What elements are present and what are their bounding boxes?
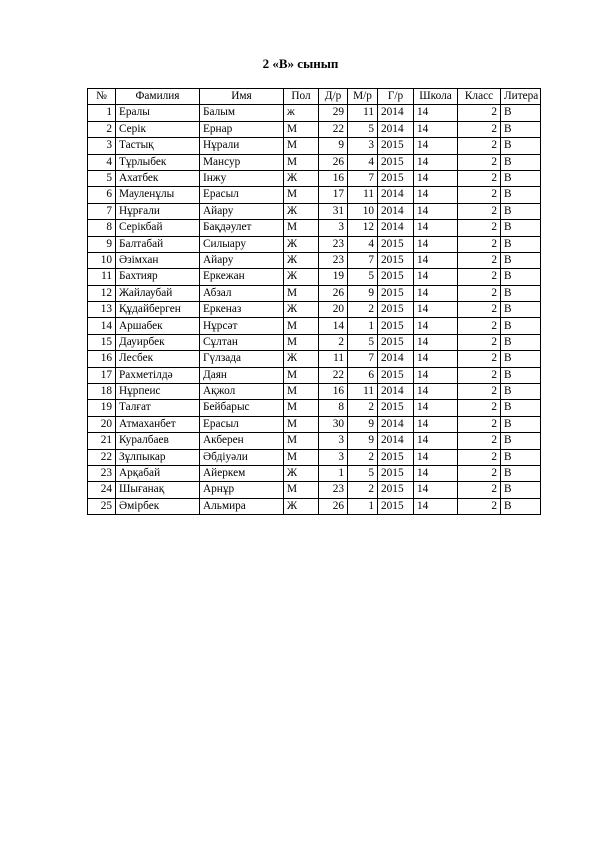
cell-surname: Жайлаубай xyxy=(116,285,200,301)
cell-birth-day: 30 xyxy=(319,416,348,432)
cell-name: Гүлзада xyxy=(200,351,284,367)
cell-birth-day: 3 xyxy=(319,449,348,465)
cell-school: 14 xyxy=(414,334,458,350)
cell-birth-day: 26 xyxy=(319,154,348,170)
cell-class: 2 xyxy=(458,170,501,186)
cell-birth-day: 14 xyxy=(319,318,348,334)
cell-letter: В xyxy=(501,367,541,383)
cell-gender: ж xyxy=(284,105,319,121)
cell-birth-month: 2 xyxy=(348,302,378,318)
cell-letter: В xyxy=(501,138,541,154)
cell-surname: Мауленұлы xyxy=(116,187,200,203)
cell-birth-day: 11 xyxy=(319,351,348,367)
cell-name: Еркеназ xyxy=(200,302,284,318)
cell-birth-day: 9 xyxy=(319,138,348,154)
cell-letter: В xyxy=(501,105,541,121)
cell-name: Ерасыл xyxy=(200,187,284,203)
table-row xyxy=(88,302,541,318)
cell-birth-day: 23 xyxy=(319,252,348,268)
cell-school: 14 xyxy=(414,400,458,416)
cell-surname: Балтабай xyxy=(116,236,200,252)
cell-birth-month: 9 xyxy=(348,285,378,301)
cell-school: 14 xyxy=(414,482,458,498)
header-letter: Литера xyxy=(501,89,541,105)
cell-birth-year: 2015 xyxy=(378,367,414,383)
cell-birth-year: 2015 xyxy=(378,269,414,285)
table-row xyxy=(88,105,541,121)
cell-birth-month: 4 xyxy=(348,154,378,170)
cell-number: 11 xyxy=(88,269,116,285)
header-number: № xyxy=(88,89,116,105)
cell-school: 14 xyxy=(414,433,458,449)
cell-letter: В xyxy=(501,433,541,449)
cell-class: 2 xyxy=(458,138,501,154)
cell-name: Айеркем xyxy=(200,465,284,481)
cell-birth-day: 3 xyxy=(319,220,348,236)
cell-birth-day: 29 xyxy=(319,105,348,121)
cell-surname: Атмаханбет xyxy=(116,416,200,432)
cell-school: 14 xyxy=(414,187,458,203)
header-birth-day: Д/р xyxy=(319,89,348,105)
cell-birth-year: 2014 xyxy=(378,203,414,219)
cell-birth-month: 10 xyxy=(348,203,378,219)
cell-number: 13 xyxy=(88,302,116,318)
cell-gender: Ж xyxy=(284,252,319,268)
cell-letter: В xyxy=(501,318,541,334)
cell-birth-day: 20 xyxy=(319,302,348,318)
cell-birth-month: 11 xyxy=(348,384,378,400)
table-row xyxy=(88,433,541,449)
cell-birth-month: 12 xyxy=(348,220,378,236)
cell-gender: Ж xyxy=(284,302,319,318)
cell-birth-day: 23 xyxy=(319,236,348,252)
table-row xyxy=(88,138,541,154)
cell-school: 14 xyxy=(414,203,458,219)
cell-birth-month: 9 xyxy=(348,416,378,432)
cell-school: 14 xyxy=(414,318,458,334)
cell-surname: Дауирбек xyxy=(116,334,200,350)
cell-letter: В xyxy=(501,400,541,416)
cell-birth-day: 3 xyxy=(319,433,348,449)
cell-gender: Ж xyxy=(284,465,319,481)
cell-class: 2 xyxy=(458,154,501,170)
cell-number: 20 xyxy=(88,416,116,432)
table-row xyxy=(88,121,541,137)
cell-number: 1 xyxy=(88,105,116,121)
cell-gender: М xyxy=(284,449,319,465)
cell-number: 16 xyxy=(88,351,116,367)
cell-class: 2 xyxy=(458,400,501,416)
cell-name: Даян xyxy=(200,367,284,383)
cell-school: 14 xyxy=(414,351,458,367)
cell-birth-day: 1 xyxy=(319,465,348,481)
cell-number: 3 xyxy=(88,138,116,154)
cell-birth-month: 7 xyxy=(348,170,378,186)
cell-birth-year: 2015 xyxy=(378,482,414,498)
cell-gender: Ж xyxy=(284,498,319,514)
cell-letter: В xyxy=(501,285,541,301)
cell-surname: Серікбай xyxy=(116,220,200,236)
cell-birth-year: 2015 xyxy=(378,236,414,252)
cell-birth-year: 2015 xyxy=(378,138,414,154)
cell-birth-year: 2014 xyxy=(378,433,414,449)
cell-name: Айару xyxy=(200,203,284,219)
cell-school: 14 xyxy=(414,449,458,465)
cell-surname: Ералы xyxy=(116,105,200,121)
table-row xyxy=(88,252,541,268)
cell-birth-month: 2 xyxy=(348,400,378,416)
cell-gender: М xyxy=(284,367,319,383)
cell-number: 17 xyxy=(88,367,116,383)
cell-birth-month: 2 xyxy=(348,449,378,465)
table-row xyxy=(88,498,541,514)
cell-name: Ақжол xyxy=(200,384,284,400)
cell-birth-year: 2015 xyxy=(378,449,414,465)
cell-birth-year: 2014 xyxy=(378,416,414,432)
cell-class: 2 xyxy=(458,351,501,367)
cell-birth-year: 2015 xyxy=(378,498,414,514)
cell-birth-day: 22 xyxy=(319,121,348,137)
cell-birth-year: 2015 xyxy=(378,252,414,268)
cell-birth-year: 2015 xyxy=(378,318,414,334)
cell-class: 2 xyxy=(458,203,501,219)
cell-name: Нұрсәт xyxy=(200,318,284,334)
table-row xyxy=(88,416,541,432)
cell-birth-month: 11 xyxy=(348,105,378,121)
cell-gender: М xyxy=(284,416,319,432)
cell-gender: М xyxy=(284,334,319,350)
cell-name: Альмира xyxy=(200,498,284,514)
table-row xyxy=(88,318,541,334)
cell-birth-day: 17 xyxy=(319,187,348,203)
table-row xyxy=(88,154,541,170)
cell-gender: М xyxy=(284,220,319,236)
cell-gender: М xyxy=(284,121,319,137)
cell-birth-day: 26 xyxy=(319,285,348,301)
cell-letter: В xyxy=(501,498,541,514)
cell-letter: В xyxy=(501,154,541,170)
cell-birth-month: 1 xyxy=(348,318,378,334)
cell-class: 2 xyxy=(458,416,501,432)
table-row xyxy=(88,351,541,367)
cell-class: 2 xyxy=(458,367,501,383)
cell-number: 5 xyxy=(88,170,116,186)
cell-school: 14 xyxy=(414,285,458,301)
cell-letter: В xyxy=(501,170,541,186)
cell-name: Акберен xyxy=(200,433,284,449)
cell-number: 19 xyxy=(88,400,116,416)
cell-name: Бейбарыс xyxy=(200,400,284,416)
cell-surname: Зұлпыкар xyxy=(116,449,200,465)
cell-letter: В xyxy=(501,449,541,465)
cell-class: 2 xyxy=(458,252,501,268)
cell-class: 2 xyxy=(458,449,501,465)
cell-birth-year: 2014 xyxy=(378,121,414,137)
table-row xyxy=(88,203,541,219)
cell-letter: В xyxy=(501,121,541,137)
cell-class: 2 xyxy=(458,285,501,301)
cell-letter: В xyxy=(501,334,541,350)
cell-gender: М xyxy=(284,318,319,334)
header-birth-year: Г/р xyxy=(378,89,414,105)
cell-birth-month: 5 xyxy=(348,334,378,350)
cell-gender: М xyxy=(284,482,319,498)
cell-number: 15 xyxy=(88,334,116,350)
cell-gender: М xyxy=(284,285,319,301)
cell-name: Силыару xyxy=(200,236,284,252)
cell-number: 22 xyxy=(88,449,116,465)
cell-school: 14 xyxy=(414,252,458,268)
cell-birth-month: 1 xyxy=(348,498,378,514)
cell-school: 14 xyxy=(414,220,458,236)
cell-name: Бақдәулет xyxy=(200,220,284,236)
cell-school: 14 xyxy=(414,154,458,170)
table-row xyxy=(88,187,541,203)
cell-letter: В xyxy=(501,203,541,219)
table-row xyxy=(88,400,541,416)
cell-birth-month: 5 xyxy=(348,465,378,481)
cell-surname: Аршабек xyxy=(116,318,200,334)
cell-school: 14 xyxy=(414,384,458,400)
cell-letter: В xyxy=(501,482,541,498)
header-surname: Фамилия xyxy=(116,89,200,105)
cell-school: 14 xyxy=(414,170,458,186)
cell-name: Сұлтан xyxy=(200,334,284,350)
cell-birth-year: 2015 xyxy=(378,465,414,481)
cell-number: 25 xyxy=(88,498,116,514)
cell-name: Айару xyxy=(200,252,284,268)
cell-birth-day: 16 xyxy=(319,170,348,186)
cell-number: 4 xyxy=(88,154,116,170)
cell-birth-day: 2 xyxy=(319,334,348,350)
cell-surname: Куралбаев xyxy=(116,433,200,449)
header-class: Класс xyxy=(458,89,501,105)
cell-birth-year: 2015 xyxy=(378,302,414,318)
cell-class: 2 xyxy=(458,269,501,285)
cell-name: Інжу xyxy=(200,170,284,186)
cell-birth-month: 11 xyxy=(348,187,378,203)
cell-birth-year: 2015 xyxy=(378,334,414,350)
class-roster-table xyxy=(87,88,541,515)
cell-name: Мансур xyxy=(200,154,284,170)
header-gender: Пол xyxy=(284,89,319,105)
cell-gender: Ж xyxy=(284,269,319,285)
cell-birth-year: 2015 xyxy=(378,400,414,416)
cell-birth-year: 2014 xyxy=(378,187,414,203)
cell-class: 2 xyxy=(458,334,501,350)
cell-birth-day: 19 xyxy=(319,269,348,285)
cell-birth-month: 5 xyxy=(348,269,378,285)
cell-class: 2 xyxy=(458,482,501,498)
cell-gender: М xyxy=(284,154,319,170)
table-row xyxy=(88,367,541,383)
cell-birth-month: 7 xyxy=(348,351,378,367)
cell-birth-month: 9 xyxy=(348,433,378,449)
cell-letter: В xyxy=(501,252,541,268)
cell-class: 2 xyxy=(458,318,501,334)
cell-class: 2 xyxy=(458,498,501,514)
cell-birth-day: 23 xyxy=(319,482,348,498)
cell-school: 14 xyxy=(414,465,458,481)
cell-gender: М xyxy=(284,138,319,154)
cell-school: 14 xyxy=(414,367,458,383)
cell-name: Балым xyxy=(200,105,284,121)
cell-birth-month: 3 xyxy=(348,138,378,154)
cell-surname: Ахатбек xyxy=(116,170,200,186)
cell-surname: Әзімхан xyxy=(116,252,200,268)
cell-birth-year: 2015 xyxy=(378,285,414,301)
cell-name: Арнұр xyxy=(200,482,284,498)
table-row xyxy=(88,285,541,301)
cell-letter: В xyxy=(501,416,541,432)
cell-number: 10 xyxy=(88,252,116,268)
cell-letter: В xyxy=(501,465,541,481)
cell-school: 14 xyxy=(414,138,458,154)
cell-birth-month: 7 xyxy=(348,252,378,268)
cell-gender: М xyxy=(284,433,319,449)
cell-gender: Ж xyxy=(284,351,319,367)
cell-birth-year: 2015 xyxy=(378,170,414,186)
cell-school: 14 xyxy=(414,121,458,137)
header-name: Имя xyxy=(200,89,284,105)
cell-school: 14 xyxy=(414,416,458,432)
cell-surname: Лесбек xyxy=(116,351,200,367)
cell-birth-month: 2 xyxy=(348,482,378,498)
cell-gender: М xyxy=(284,384,319,400)
table-row xyxy=(88,384,541,400)
cell-surname: Талғат xyxy=(116,400,200,416)
cell-class: 2 xyxy=(458,187,501,203)
cell-gender: М xyxy=(284,187,319,203)
cell-school: 14 xyxy=(414,302,458,318)
cell-number: 24 xyxy=(88,482,116,498)
cell-birth-year: 2014 xyxy=(378,351,414,367)
cell-birth-year: 2014 xyxy=(378,105,414,121)
cell-number: 8 xyxy=(88,220,116,236)
cell-class: 2 xyxy=(458,220,501,236)
cell-number: 7 xyxy=(88,203,116,219)
cell-school: 14 xyxy=(414,498,458,514)
header-birth-month: М/р xyxy=(348,89,378,105)
cell-class: 2 xyxy=(458,433,501,449)
cell-letter: В xyxy=(501,269,541,285)
cell-class: 2 xyxy=(458,105,501,121)
table-row xyxy=(88,170,541,186)
cell-letter: В xyxy=(501,302,541,318)
cell-surname: Құдайберген xyxy=(116,302,200,318)
cell-birth-month: 5 xyxy=(348,121,378,137)
table-row xyxy=(88,220,541,236)
cell-surname: Тұрлыбек xyxy=(116,154,200,170)
cell-class: 2 xyxy=(458,121,501,137)
cell-surname: Арқабай xyxy=(116,465,200,481)
cell-name: Нұрали xyxy=(200,138,284,154)
cell-surname: Нұрғали xyxy=(116,203,200,219)
cell-birth-month: 6 xyxy=(348,367,378,383)
table-row xyxy=(88,334,541,350)
cell-birth-day: 31 xyxy=(319,203,348,219)
cell-number: 18 xyxy=(88,384,116,400)
cell-birth-year: 2015 xyxy=(378,154,414,170)
cell-school: 14 xyxy=(414,105,458,121)
cell-letter: В xyxy=(501,187,541,203)
cell-school: 14 xyxy=(414,236,458,252)
cell-name: Ерасыл xyxy=(200,416,284,432)
page-title: 2 «В» сынып xyxy=(262,56,339,71)
cell-surname: Шығанақ xyxy=(116,482,200,498)
cell-number: 12 xyxy=(88,285,116,301)
cell-gender: Ж xyxy=(284,203,319,219)
table-row xyxy=(88,482,541,498)
cell-number: 9 xyxy=(88,236,116,252)
table-header-row xyxy=(88,89,541,105)
cell-gender: М xyxy=(284,400,319,416)
cell-birth-year: 2014 xyxy=(378,384,414,400)
cell-school: 14 xyxy=(414,269,458,285)
cell-name: Еркежан xyxy=(200,269,284,285)
cell-class: 2 xyxy=(458,302,501,318)
cell-letter: В xyxy=(501,384,541,400)
cell-name: Абзал xyxy=(200,285,284,301)
cell-class: 2 xyxy=(458,384,501,400)
cell-number: 23 xyxy=(88,465,116,481)
cell-gender: Ж xyxy=(284,170,319,186)
cell-surname: Тастық xyxy=(116,138,200,154)
cell-number: 21 xyxy=(88,433,116,449)
cell-name: Әбдіуәли xyxy=(200,449,284,465)
cell-class: 2 xyxy=(458,465,501,481)
cell-birth-day: 26 xyxy=(319,498,348,514)
table-row xyxy=(88,465,541,481)
cell-birth-day: 22 xyxy=(319,367,348,383)
cell-birth-year: 2014 xyxy=(378,220,414,236)
table-row xyxy=(88,236,541,252)
table-row xyxy=(88,449,541,465)
cell-birth-month: 4 xyxy=(348,236,378,252)
cell-number: 14 xyxy=(88,318,116,334)
cell-surname: Нұрпеис xyxy=(116,384,200,400)
cell-name: Ернар xyxy=(200,121,284,137)
cell-surname: Серік xyxy=(116,121,200,137)
cell-birth-day: 16 xyxy=(319,384,348,400)
cell-gender: Ж xyxy=(284,236,319,252)
cell-number: 2 xyxy=(88,121,116,137)
cell-class: 2 xyxy=(458,236,501,252)
cell-birth-day: 8 xyxy=(319,400,348,416)
cell-surname: Әмірбек xyxy=(116,498,200,514)
cell-surname: Бахтияр xyxy=(116,269,200,285)
cell-number: 6 xyxy=(88,187,116,203)
header-school: Школа xyxy=(414,89,458,105)
cell-letter: В xyxy=(501,220,541,236)
cell-letter: В xyxy=(501,236,541,252)
cell-letter: В xyxy=(501,351,541,367)
table-row xyxy=(88,269,541,285)
cell-surname: Рахметілдә xyxy=(116,367,200,383)
